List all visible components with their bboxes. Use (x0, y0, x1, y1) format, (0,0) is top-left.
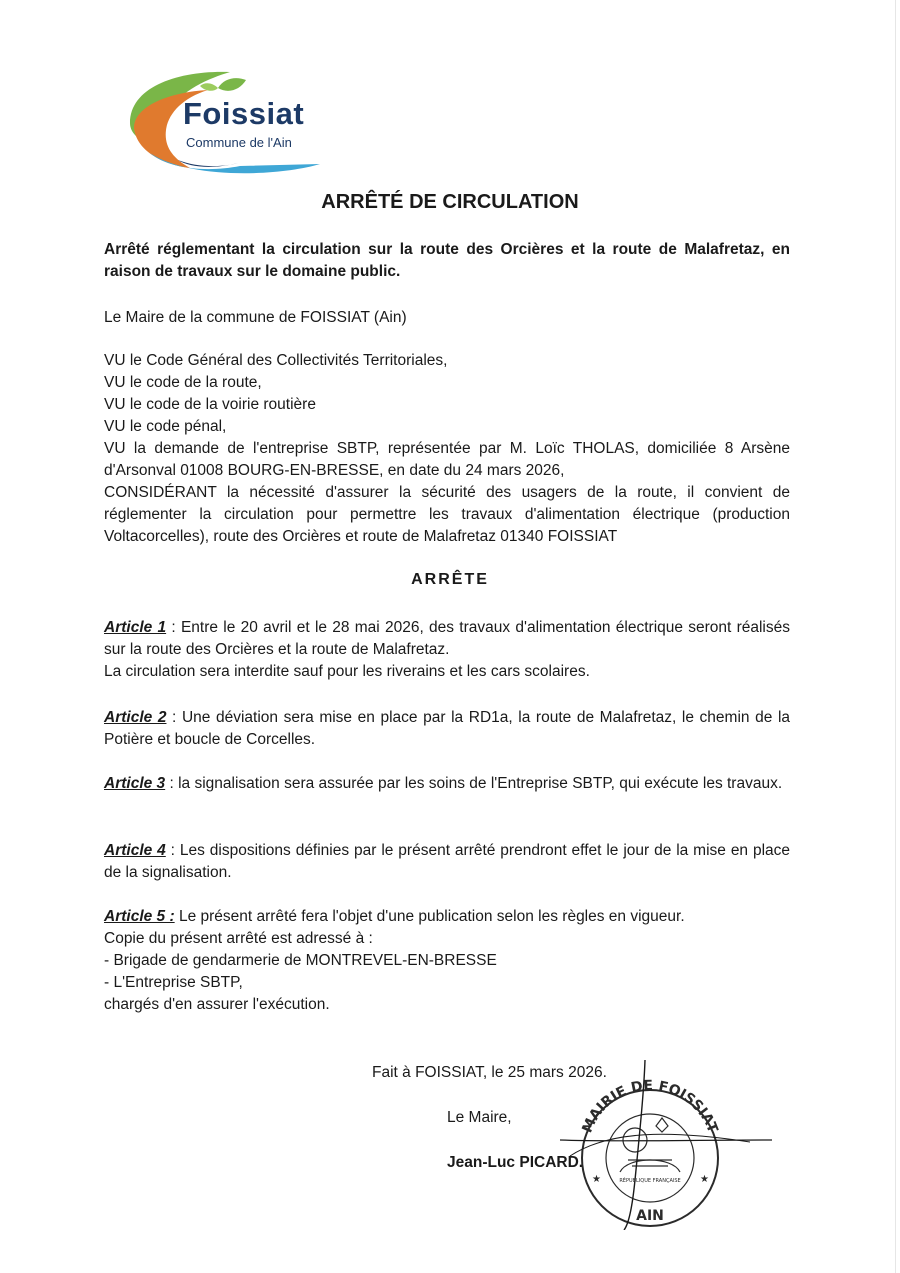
article-label: Article 4 (104, 842, 166, 859)
place-date: Fait à FOISSIAT, le 25 mars 2026. (372, 1064, 607, 1081)
vu-line: VU le code de la route, (104, 374, 262, 391)
logo-leaf-icon (218, 78, 246, 91)
article-2: Article 2 : Une déviation sera mise en place par la RD1a, la route de Malafretaz, le chemin de la Potière et boucle de Corcelles. (104, 709, 791, 748)
vu-line: VU le Code Général des Collectivités Territoriales, (104, 352, 448, 369)
article-5 (104, 906, 790, 1016)
article-text: Les dispositions définies par le présent arrêté prendront effet le jour de la mise en place de la signalisation. (104, 842, 791, 881)
signatory-name: Jean-Luc PICARD. (447, 1154, 584, 1171)
article-1: Article 1 : Entre le 20 avril et le 28 mai 2026, des travaux d'alimentation électrique seront réalisés sur la route des Orcières et la route de Malafretaz. La circulation sera interdite sauf pour les riverains et les cars scolaires. (104, 617, 790, 683)
stamp-bottom-text: AIN (636, 1208, 664, 1224)
article-text: la signalisation sera assurée par les soins de l'Entreprise SBTP, qui exécute les travaux. (178, 775, 783, 792)
article-extra-line: La circulation sera interdite sauf pour les riverains et les cars scolaires. (104, 663, 590, 680)
article-label: Article 5 : (104, 908, 175, 925)
stamp-emblem-icon (620, 1118, 680, 1172)
article-text: Une déviation sera mise en place par la RD1a, la route de Malafretaz, le chemin de la Potière et boucle de Corcelles. (104, 709, 791, 748)
article-4: Article 4 : Les dispositions définies par le présent arrêté prendront effet le jour de la mise en place de la signalisation. (104, 842, 791, 881)
logo-name: Foissiat (183, 96, 305, 131)
article-label: Article 3 (104, 775, 166, 792)
article-label: Article 2 (104, 709, 167, 726)
article-extra-line: Copie du présent arrêté est adressé à : (104, 930, 373, 947)
article-label: Article 1 (104, 619, 167, 636)
stamp-inner-text: RÉPUBLIQUE FRANÇAISE (619, 1178, 681, 1184)
vu-line: VU le code de la voirie routière (104, 396, 316, 413)
svg-text:★: ★ (592, 1174, 601, 1185)
considerant-paragraph: CONSIDÉRANT la nécessité d'assurer la sécurité des usagers de la route, il convient de réglementer la circulation pour permettre les travaux d'alimentation électrique (production Voltacorcelles), route des Orcières et route de Malafretaz 01340 FOISSIAT (104, 484, 790, 545)
intro-paragraph: Le Maire de la commune de FOISSIAT (Ain) (104, 309, 407, 326)
svg-text:★: ★ (700, 1174, 709, 1185)
article-extra-line: chargés d'en assurer l'exécution. (104, 996, 330, 1013)
subject-paragraph: Arrêté réglementant la circulation sur la route des Orcières et la route de Malafretaz, en raison de travaux sur le domaine public. (104, 241, 790, 280)
logo-subtitle: Commune de l'Ain (186, 135, 292, 150)
vu-line: VU la demande de l'entreprise SBTP, représentée par M. Loïc THOLAS, domiciliée 8 Arsène d'Arsonval 01008 BOURG-EN-BRESSE, en date du 24 mars 2026, (104, 440, 790, 479)
article-extra-line: - L'Entreprise SBTP, (104, 974, 243, 991)
article-text: Le présent arrêté fera l'objet d'une publication selon les règles en vigueur. (178, 908, 685, 925)
document-title: ARRÊTÉ DE CIRCULATION (321, 191, 579, 213)
article-3: Article 3 : la signalisation sera assurée par les soins de l'Entreprise SBTP, qui exécute les travaux. (104, 775, 783, 792)
signatory-role: Le Maire, (447, 1109, 512, 1126)
stamp-top-text: MAIRIE DE FOISSIAT (579, 1077, 721, 1136)
mairie-stamp (550, 1060, 780, 1230)
article-extra-line: - Brigade de gendarmerie de MONTREVEL-EN-BRESSE (104, 952, 497, 969)
arrete-heading: ARRÊTE (411, 571, 489, 588)
logo-wave-navy (178, 160, 238, 167)
article-text: Entre le 20 avril et le 28 mai 2026, des travaux d'alimentation électrique seront réalisés sur la route des Orcières et la route de Malafretaz. (104, 619, 790, 658)
vu-line: VU le code pénal, (104, 418, 227, 435)
vu-block (104, 350, 790, 548)
